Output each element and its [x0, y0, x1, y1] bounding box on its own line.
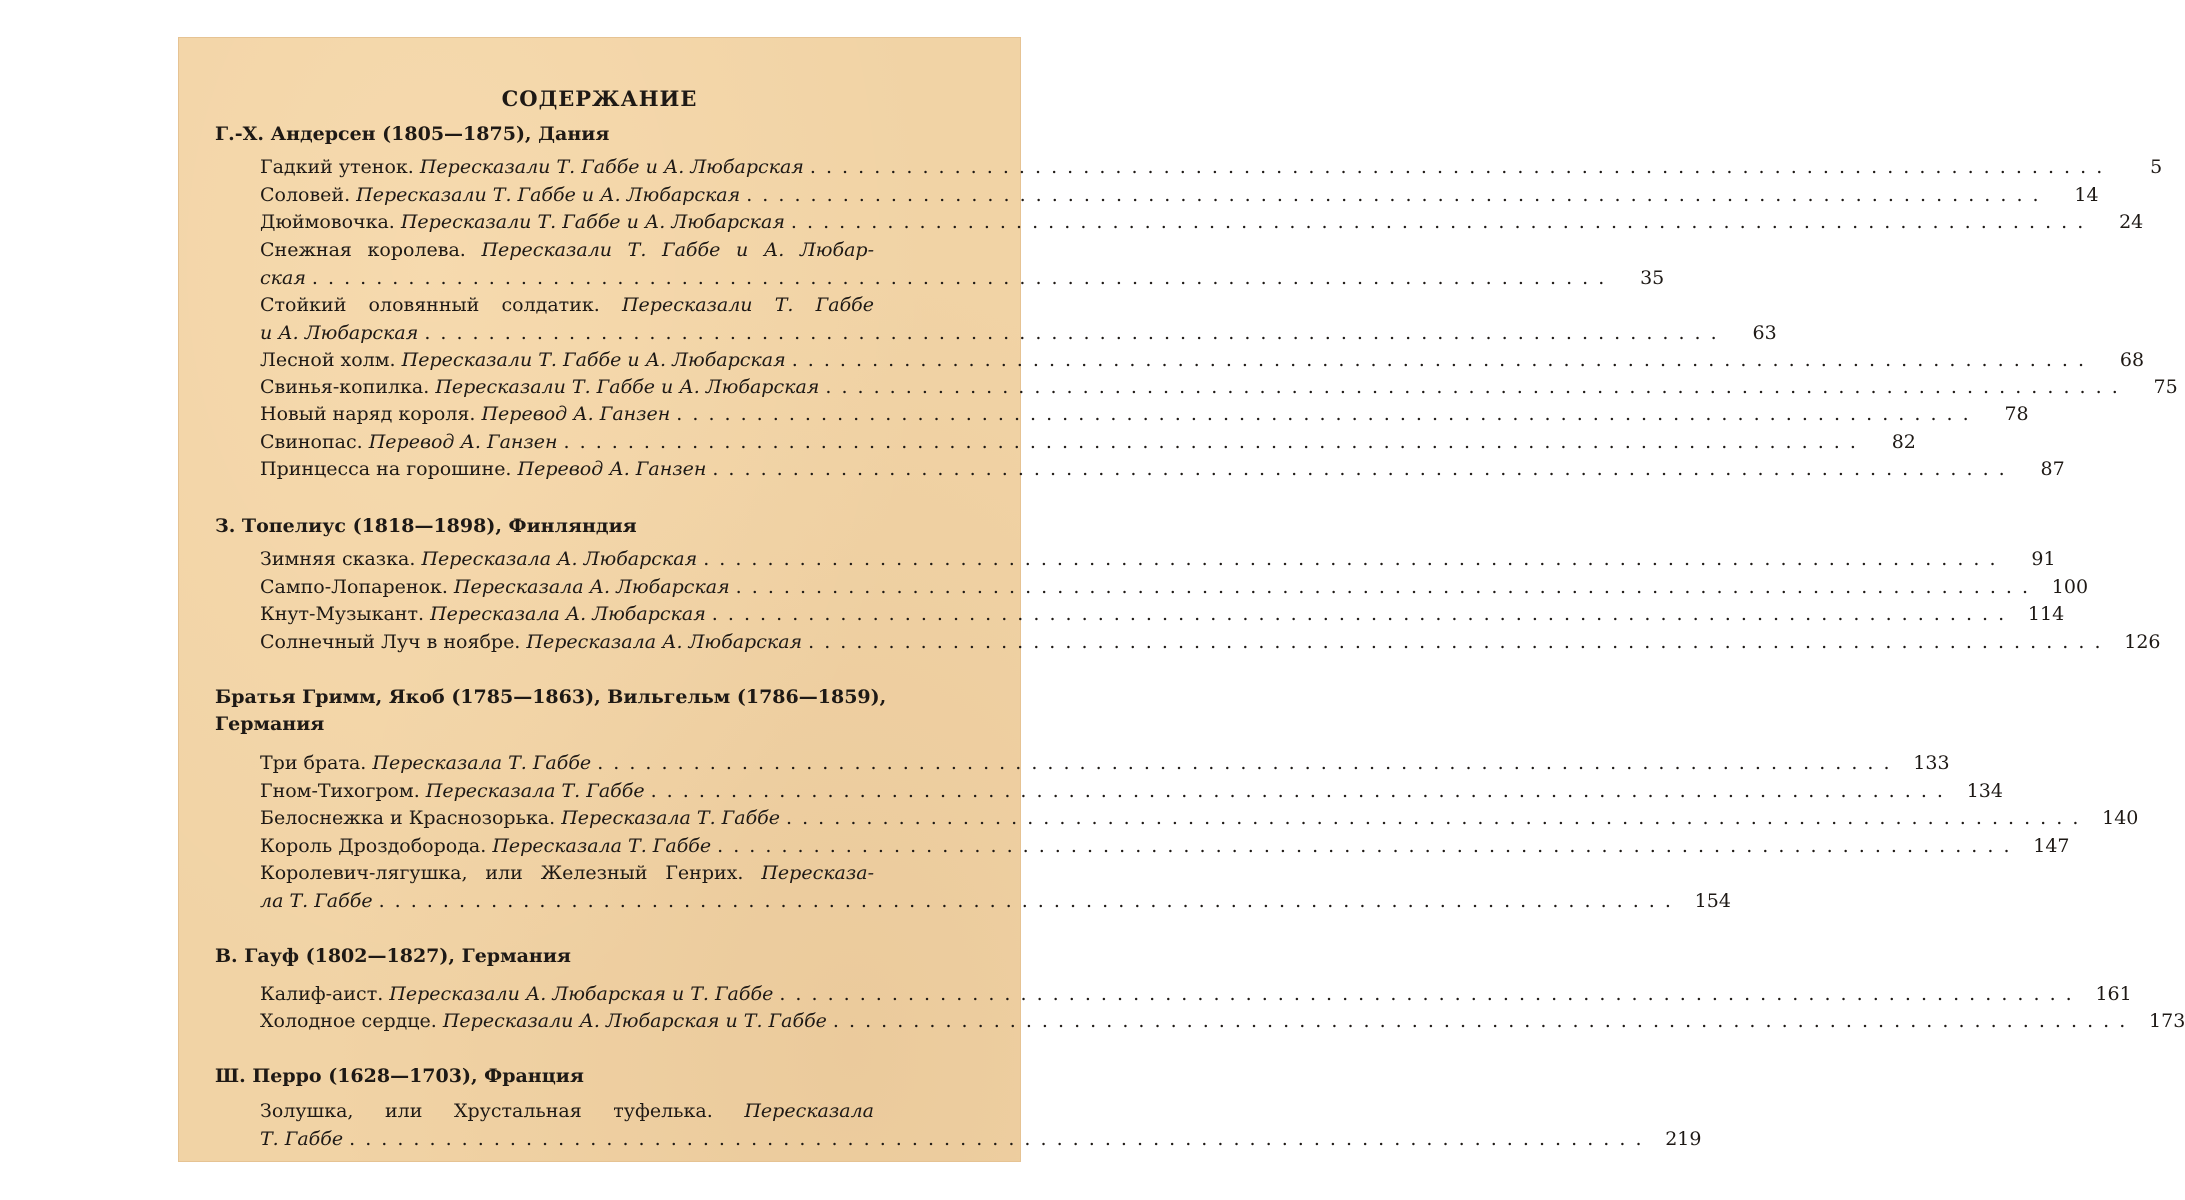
entry-translator: Пересказа- — [761, 862, 874, 884]
page-number: 154 — [1694, 889, 1731, 912]
entry-text — [260, 347, 786, 375]
dot-leader — [804, 154, 2104, 182]
author-heading-line: В. Гауф (1802—1827), Германия — [215, 945, 571, 967]
entry-text — [260, 546, 697, 574]
entry-translator: Пересказала Т. Габбе — [425, 780, 645, 802]
page-number: 63 — [1752, 321, 1777, 344]
dot-leader — [785, 209, 2085, 237]
dot-leader — [645, 778, 1945, 806]
entry-title: Гном-Тихогром. — [260, 780, 426, 802]
entry-title: Золушка, или Хрустальная туфелька. — [260, 1100, 745, 1122]
toc-entry[interactable] — [260, 429, 1916, 457]
toc-entry[interactable] — [260, 154, 2163, 182]
dot-leader — [802, 629, 2102, 657]
toc-entry-line — [260, 154, 2163, 182]
toc-entry[interactable] — [260, 1098, 1702, 1153]
toc-entry-line — [260, 546, 2056, 574]
entry-translator: Пересказали Т. Габбе и А. Любарская — [435, 376, 820, 398]
dot-leader — [343, 1126, 1643, 1154]
entry-translator: Пересказали Т. Габбе и А. Любар- — [481, 239, 874, 261]
table-of-contents — [178, 37, 2185, 1162]
entry-text — [260, 833, 711, 861]
entry-text — [260, 154, 804, 182]
toc-entry[interactable] — [260, 981, 2132, 1009]
toc-entry-line — [260, 805, 2139, 833]
entry-title: Дюймовочка. — [260, 211, 401, 233]
dot-leader — [827, 1008, 2127, 1036]
page-number: 87 — [2040, 458, 2065, 480]
toc-entry-line — [260, 1008, 2185, 1036]
author-heading — [215, 943, 571, 970]
entry-text — [260, 374, 819, 402]
toc-entry-line — [260, 574, 2089, 602]
entry-text — [260, 601, 706, 629]
toc-entry[interactable] — [260, 574, 2089, 602]
page-number: 140 — [2102, 807, 2139, 829]
entry-text — [260, 209, 785, 237]
page-number: 5 — [2150, 156, 2163, 178]
toc-entry[interactable] — [260, 456, 2065, 484]
toc-entry[interactable] — [260, 237, 1665, 292]
toc-entry[interactable] — [260, 347, 2145, 375]
entry-translator: Пересказали А. Любарская и Т. Габбе — [442, 1010, 827, 1032]
entry-translator: Пересказала Т. Габбе — [492, 835, 712, 857]
toc-entry-line — [260, 292, 932, 320]
page-number: 161 — [2095, 983, 2132, 1005]
toc-entry[interactable] — [260, 805, 2139, 833]
entry-translator: Перевод А. Ганзен — [368, 431, 558, 453]
entry-title: Кнут-Музыкант. — [260, 603, 431, 625]
entry-title: Новый наряд короля. — [260, 403, 482, 425]
page-number: 134 — [1966, 780, 2003, 802]
page-number: 14 — [2074, 184, 2099, 206]
toc-entry-line — [260, 347, 2145, 375]
toc-entry-line — [260, 1126, 1702, 1154]
entry-translator-continued: и А. Любарская — [260, 321, 419, 344]
toc-entry[interactable] — [260, 860, 1731, 915]
dot-leader — [697, 546, 1997, 574]
author-heading-line: Г.-Х. Андерсен (1805—1875), Дания — [215, 123, 610, 145]
author-heading-line: З. Топелиус (1818—1898), Финляндия — [215, 515, 637, 537]
dot-leader — [373, 888, 1673, 916]
page-title: СОДЕРЖАНИЕ — [501, 86, 698, 111]
entry-translator: Пересказали А. Любарская и Т. Габбе — [389, 983, 774, 1005]
entry-title: Принцесса на горошине. — [260, 458, 518, 480]
toc-entry-line — [260, 750, 1950, 778]
dot-leader — [418, 320, 1718, 348]
author-heading — [215, 684, 886, 738]
entry-translator: Перевод А. Ганзен — [517, 458, 707, 480]
toc-entry[interactable] — [260, 401, 2029, 429]
toc-entry[interactable] — [260, 209, 2144, 237]
entry-text — [260, 778, 645, 806]
toc-entry-line — [260, 456, 2065, 484]
entry-title: Белоснежка и Краснозорька. — [260, 807, 562, 829]
toc-entry[interactable] — [260, 750, 1950, 778]
toc-entry[interactable] — [260, 292, 1777, 347]
toc-entry-line — [260, 374, 2178, 402]
entry-title: Гадкий утенок. — [260, 156, 420, 178]
entry-title: Снежная королева. — [260, 239, 482, 261]
toc-entry[interactable] — [260, 546, 2056, 574]
entry-translator: Пересказала — [744, 1100, 874, 1122]
page-number: 147 — [2033, 835, 2070, 857]
dot-leader — [780, 805, 2080, 833]
entry-translator-continued: ла Т. Габбе — [260, 889, 373, 912]
dot-leader — [670, 401, 1970, 429]
entry-title: Лесной холм. — [260, 349, 402, 371]
toc-entry-line — [260, 888, 1731, 916]
entry-title: Королевич-лягушка, или Железный Генрих. — [260, 862, 762, 884]
page-number: 68 — [2119, 349, 2145, 371]
entry-text — [260, 574, 730, 602]
entry-translator: Пересказала Т. Габбе — [561, 807, 781, 829]
entry-translator-continued: ская — [260, 266, 306, 289]
page-number: 133 — [1913, 752, 1950, 774]
toc-entry[interactable] — [260, 833, 2070, 861]
entry-text — [260, 750, 591, 778]
toc-entry-line — [260, 209, 2144, 237]
page-number: 100 — [2051, 576, 2089, 598]
toc-entry-line — [260, 320, 1777, 348]
entry-title: Сампо-Лопаренок. — [260, 576, 454, 598]
entry-title: Свинья-копилка. — [260, 376, 436, 398]
toc-entry[interactable] — [260, 182, 2099, 210]
entry-title: Стойкий оловянный солдатик. — [260, 294, 622, 316]
entry-text — [260, 1098, 874, 1126]
entry-title: Соловей. — [260, 184, 357, 206]
entry-translator: Пересказала Т. Габбе — [372, 752, 592, 774]
toc-entry[interactable] — [260, 1008, 2185, 1036]
page-number: 24 — [2119, 211, 2144, 233]
page-number: 173 — [2149, 1010, 2185, 1032]
page-number: 75 — [2153, 376, 2178, 398]
toc-entry[interactable] — [260, 374, 2178, 402]
page-number: 114 — [2027, 603, 2065, 625]
entry-translator: Пересказали Т. Габбе и А. Любарская — [356, 184, 741, 206]
entry-translator: Перевод А. Ганзен — [481, 403, 671, 425]
page-number: 78 — [2004, 403, 2029, 425]
dot-leader — [591, 750, 1891, 778]
entry-text — [260, 401, 670, 429]
entry-title: Солнечный Луч в ноябре. — [260, 631, 527, 653]
entry-title: Зимняя сказка. — [260, 548, 422, 570]
entry-title: Холодное сердце. — [260, 1010, 443, 1032]
dot-leader — [773, 981, 2073, 1009]
entry-translator: Пересказали Т. Габбе и А. Любарская — [400, 211, 785, 233]
page-number: 219 — [1665, 1127, 1702, 1150]
entry-text — [260, 456, 706, 484]
dot-leader — [711, 833, 2011, 861]
entry-text — [260, 860, 874, 888]
toc-entry[interactable] — [260, 629, 2161, 657]
author-heading-line: Германия — [215, 713, 325, 735]
entry-title: Калиф-аист. — [260, 983, 390, 1005]
entry-title: Свинопас. — [260, 431, 369, 453]
page-number: 35 — [1640, 266, 1665, 289]
dot-leader — [306, 265, 1606, 293]
toc-entry-line — [260, 629, 2161, 657]
entry-translator: Пересказала А. Любарская — [453, 576, 730, 598]
entry-translator-continued: Т. Габбе — [260, 1127, 344, 1150]
toc-entry-line — [260, 429, 1916, 457]
toc-entry-line — [260, 237, 932, 265]
entry-text — [260, 629, 802, 657]
entry-translator: Пересказала А. Любарская — [430, 603, 706, 625]
entry-text — [260, 981, 773, 1009]
toc-entry[interactable] — [260, 778, 2003, 806]
author-heading — [215, 513, 637, 540]
entry-text — [260, 182, 740, 210]
page-number: 91 — [2031, 548, 2056, 570]
toc-entry-line — [260, 778, 2003, 806]
dot-leader — [740, 182, 2040, 210]
toc-entry-line — [260, 265, 1665, 293]
entry-translator: Пересказала А. Любарская — [421, 548, 698, 570]
entry-translator: Пересказали Т. Габбе — [621, 294, 875, 316]
entry-translator: Пересказала А. Любарская — [526, 631, 803, 653]
toc-entry-line — [260, 860, 932, 888]
dot-leader — [819, 374, 2119, 402]
entry-translator: Пересказали Т. Габбе и А. Любарская — [401, 349, 786, 371]
entry-translator: Пересказали Т. Габбе и А. Любарская — [419, 156, 804, 178]
dot-leader — [706, 456, 2006, 484]
toc-entry-line — [260, 981, 2132, 1009]
entry-title: Три брата. — [260, 752, 373, 774]
dot-leader — [706, 601, 2006, 629]
author-heading-line: Братья Гримм, Якоб (1785—1863), Вильгельм (1786—1859), — [215, 686, 887, 708]
entry-text — [260, 237, 874, 265]
page-number: 126 — [2124, 631, 2161, 653]
author-heading — [215, 1063, 584, 1090]
entry-text — [260, 429, 558, 457]
toc-entry-line — [260, 401, 2029, 429]
entry-text — [260, 292, 874, 320]
author-heading — [215, 121, 609, 148]
entry-text — [260, 1008, 827, 1036]
author-heading-line: Ш. Перро (1628—1703), Франция — [215, 1065, 584, 1087]
book-page — [178, 37, 2185, 1162]
dot-leader — [786, 347, 2086, 375]
page-number: 82 — [1891, 431, 1916, 453]
toc-entry-line — [260, 601, 2065, 629]
entry-text — [260, 805, 780, 833]
toc-entry-line — [260, 1098, 932, 1126]
toc-entry[interactable] — [260, 601, 2065, 629]
toc-entry-line — [260, 833, 2070, 861]
dot-leader — [558, 429, 1858, 457]
entry-title: Король Дроздоборода. — [260, 835, 493, 857]
dot-leader — [730, 574, 2030, 602]
toc-entry-line — [260, 182, 2099, 210]
